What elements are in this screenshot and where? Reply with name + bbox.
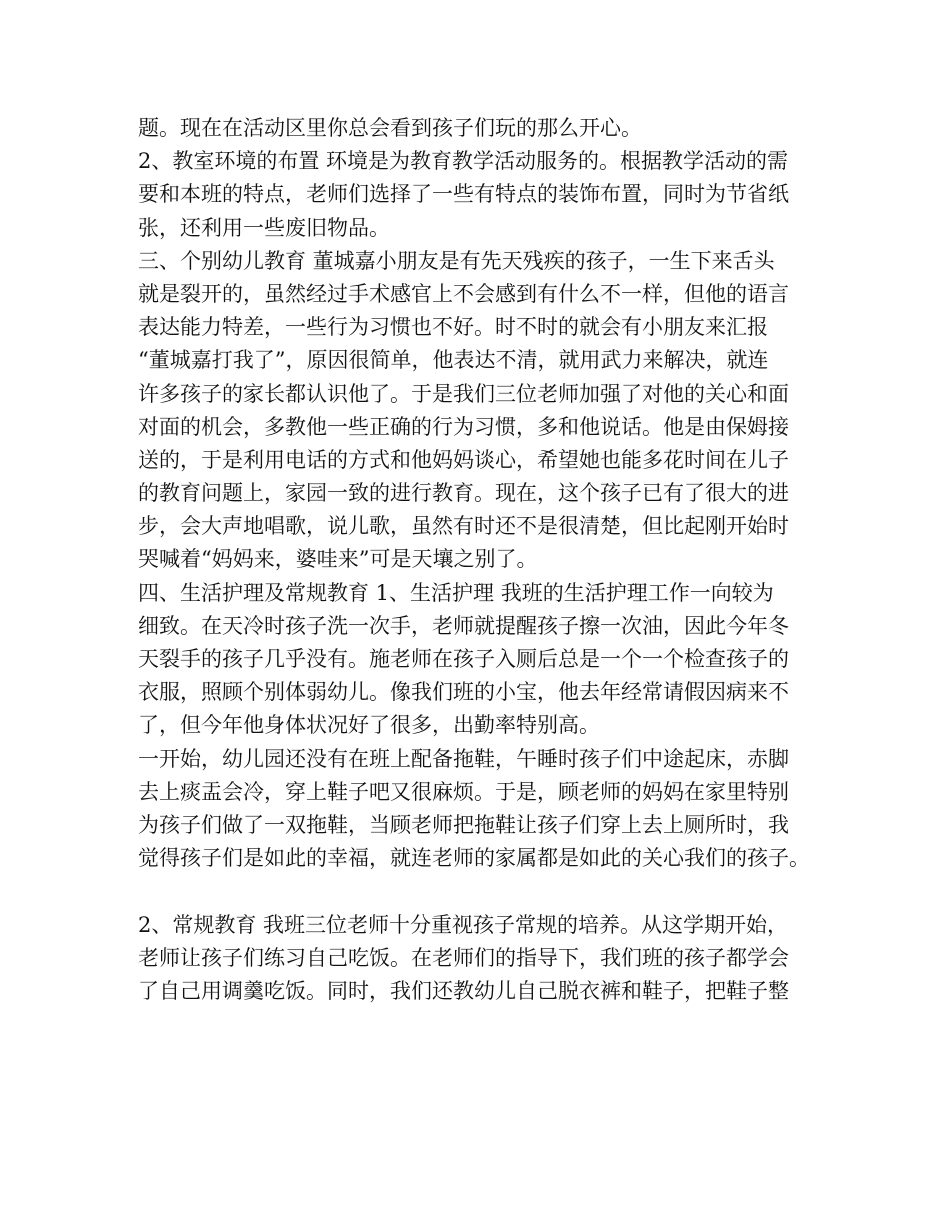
text-line: 了自己用调羹吃饭。同时，我们还教幼儿自己脱衣裤和鞋子，把鞋子整 bbox=[138, 978, 789, 1003]
text-line: 2、教室环境的布置 环境是为教育教学活动服务的。根据教学活动的需 bbox=[138, 149, 789, 174]
text-line: 送的，于是利用电话的方式和他妈妈谈心，希望她也能多花时间在儿子 bbox=[138, 447, 789, 472]
text-line: 一开始，幼儿园还没有在班上配备拖鞋，午睡时孩子们中途起床，赤脚 bbox=[138, 746, 789, 771]
text-line: 的教育问题上，家园一致的进行教育。现在，这个孩子已有了很大的进 bbox=[138, 481, 789, 506]
text-line: 衣服，照顾个别体弱幼儿。像我们班的小宝，他去年经常请假因病来不 bbox=[138, 680, 789, 705]
text-line: 去上痰盂会冷，穿上鞋子吧又很麻烦。于是，顾老师的妈妈在家里特别 bbox=[138, 779, 789, 804]
text-line: 四、生活护理及常规教育 1、生活护理 我班的生活护理工作一向较为 bbox=[138, 580, 774, 605]
text-line: 三、个别幼儿教育 董城嘉小朋友是有先天残疾的孩子，一生下来舌头 bbox=[138, 248, 775, 273]
text-line: 细致。在天冷时孩子洗一次手，老师就提醒孩子擦一次油，因此今年冬 bbox=[138, 613, 789, 638]
text-line: 步，会大声地唱歌，说儿歌，虽然有时还不是很清楚，但比起刚开始时 bbox=[138, 514, 789, 539]
text-line: “董城嘉打我了”，原因很简单，他表达不清，就用武力来解决，就连 bbox=[138, 348, 769, 373]
text-line: 哭喊着“妈妈来，婆哇来”可是天壤之别了。 bbox=[138, 547, 538, 572]
text-line: 觉得孩子们是如此的幸福，就连老师的家属都是如此的关心我们的孩子。 bbox=[138, 846, 810, 871]
text-line: 就是裂开的，虽然经过手术感官上不会感到有什么不一样，但他的语言 bbox=[138, 281, 789, 306]
text-line: 为孩子们做了一双拖鞋，当顾老师把拖鞋让孩子们穿上去上厕所时，我 bbox=[138, 812, 789, 837]
text-line: 了，但今年他身体状况好了很多，出勤率特别高。 bbox=[138, 713, 600, 738]
text-line: 题。现在在活动区里你总会看到孩子们玩的那么开心。 bbox=[138, 116, 642, 140]
text-line: 要和本班的特点，老师们选择了一些有特点的装饰布置，同时为节省纸 bbox=[138, 182, 789, 207]
text-line: 老师让孩子们练习自己吃饭。在老师们的指导下，我们班的孩子都学会 bbox=[138, 945, 789, 970]
text-line: 天裂手的孩子几乎没有。施老师在孩子入厕后总是一个一个检查孩子的 bbox=[138, 647, 789, 671]
paragraph-gap bbox=[138, 875, 838, 908]
text-line: 张，还利用一些废旧物品。 bbox=[138, 215, 390, 240]
text-line: 许多孩子的家长都认识他了。于是我们三位老师加强了对他的关心和面 bbox=[138, 381, 789, 406]
text-line: 表达能力特差，一些行为习惯也不好。时不时的就会有小朋友来汇报 bbox=[138, 315, 768, 340]
text-line: 对面的机会，多教他一些正确的行为习惯，多和他说话。他是由保姆接 bbox=[138, 414, 789, 439]
document-body bbox=[138, 112, 838, 1008]
text-line: 2、常规教育 我班三位老师十分重视孩子常规的培养。从这学期开始， bbox=[138, 912, 789, 937]
